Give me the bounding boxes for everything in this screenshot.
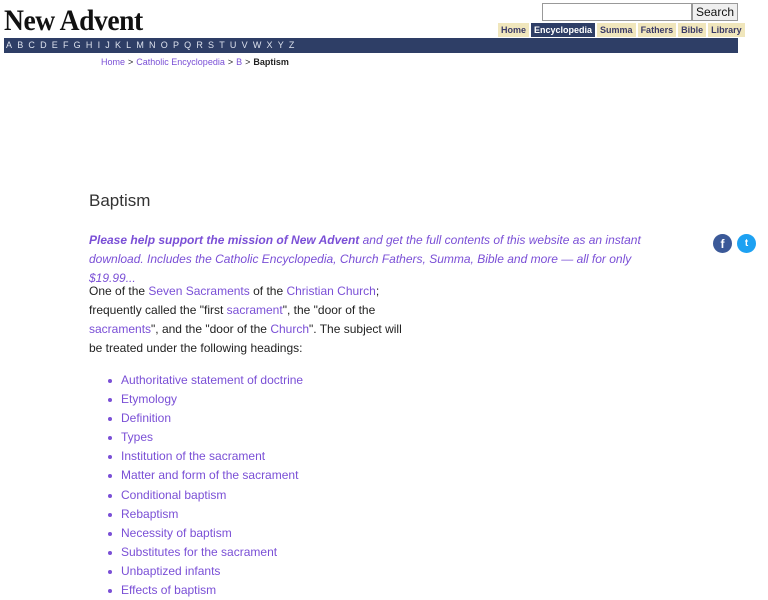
page-title: Baptism bbox=[89, 191, 151, 210]
toc-link-effects[interactable]: Effects of baptism bbox=[121, 583, 217, 598]
toc-item bbox=[121, 486, 303, 505]
breadcrumb-current: Baptism bbox=[253, 57, 289, 67]
alpha-letter-a[interactable]: A bbox=[6, 40, 13, 50]
twitter-icon[interactable]: t bbox=[737, 234, 756, 253]
toc-link-conditional-baptism[interactable]: Conditional baptism bbox=[121, 487, 227, 502]
intro-text: of the bbox=[249, 284, 287, 298]
toc-item bbox=[121, 581, 303, 600]
nav-encyclopedia[interactable]: Encyclopedia bbox=[531, 23, 595, 37]
toc-link-rebaptism[interactable]: Rebaptism bbox=[121, 506, 179, 521]
support-notice bbox=[89, 231, 649, 288]
alpha-letter-v[interactable]: V bbox=[241, 40, 248, 50]
alpha-letter-e[interactable]: E bbox=[51, 40, 58, 50]
toc-item bbox=[121, 371, 303, 390]
alpha-letter-r[interactable]: R bbox=[196, 40, 203, 50]
toc-link-types[interactable]: Types bbox=[121, 430, 154, 445]
intro-text: ", and the "door of the bbox=[151, 322, 271, 336]
search-button[interactable]: Search bbox=[692, 3, 738, 21]
toc-item bbox=[121, 562, 303, 581]
toc-link-matter-and-form[interactable]: Matter and form of the sacrament bbox=[121, 468, 299, 483]
alpha-letter-t[interactable]: T bbox=[219, 40, 225, 50]
nav-fathers[interactable]: Fathers bbox=[638, 23, 677, 37]
alpha-letter-q[interactable]: Q bbox=[184, 40, 192, 50]
toc-link-definition[interactable]: Definition bbox=[121, 411, 172, 426]
alpha-letter-s[interactable]: S bbox=[208, 40, 215, 50]
link-seven-sacraments[interactable]: Seven Sacraments bbox=[148, 284, 250, 298]
social-share bbox=[713, 234, 756, 253]
breadcrumb-encyclopedia[interactable]: Catholic Encyclopedia bbox=[136, 57, 225, 67]
toc-link-necessity[interactable]: Necessity of baptism bbox=[121, 525, 232, 540]
alpha-letter-w[interactable]: W bbox=[252, 40, 262, 50]
alphabet-bar bbox=[4, 38, 738, 53]
breadcrumb-separator: > bbox=[245, 57, 251, 67]
toc-item bbox=[121, 524, 303, 543]
alpha-letter-b[interactable]: B bbox=[17, 40, 24, 50]
toc-item bbox=[121, 428, 303, 447]
breadcrumb bbox=[101, 57, 289, 67]
toc-link-etymology[interactable]: Etymology bbox=[121, 392, 178, 407]
toc-link-authoritative-statement[interactable]: Authoritative statement of doctrine bbox=[121, 373, 304, 387]
nav-summa[interactable]: Summa bbox=[597, 23, 636, 37]
toc-list bbox=[89, 371, 303, 600]
intro-text: ", the "door of the bbox=[282, 303, 376, 317]
toc-item bbox=[121, 466, 303, 485]
site-logo[interactable]: New Advent bbox=[4, 4, 143, 37]
link-sacraments[interactable]: sacraments bbox=[89, 322, 152, 336]
alpha-letter-l[interactable]: L bbox=[126, 40, 132, 50]
alpha-letter-g[interactable]: G bbox=[73, 40, 81, 50]
link-christian-church[interactable]: Christian Church bbox=[286, 284, 376, 298]
alpha-letter-p[interactable]: P bbox=[172, 40, 179, 50]
nav-library[interactable]: Library bbox=[708, 23, 745, 37]
main-nav bbox=[498, 23, 745, 37]
intro-text: One of the bbox=[89, 284, 149, 298]
alpha-letter-d[interactable]: D bbox=[40, 40, 47, 50]
alpha-letter-n[interactable]: N bbox=[149, 40, 156, 50]
nav-bible[interactable]: Bible bbox=[678, 23, 706, 37]
toc-link-substitutes[interactable]: Substitutes for the sacrament bbox=[121, 544, 278, 559]
toc-link-unbaptized-infants[interactable]: Unbaptized infants bbox=[121, 563, 221, 578]
alpha-letter-m[interactable]: M bbox=[136, 40, 144, 50]
breadcrumb-letter[interactable]: B bbox=[236, 57, 243, 67]
alpha-letter-y[interactable]: Y bbox=[277, 40, 284, 50]
breadcrumb-separator: > bbox=[128, 57, 134, 67]
alpha-letter-h[interactable]: H bbox=[85, 40, 93, 50]
intro-text: ; frequently called the "first bbox=[89, 284, 380, 317]
link-sacrament[interactable]: sacrament bbox=[226, 303, 283, 317]
intro-text: ". The subject will be treated under the following headings: bbox=[89, 322, 402, 355]
alpha-letter-j[interactable]: J bbox=[105, 40, 110, 50]
alpha-letter-c[interactable]: C bbox=[28, 40, 35, 50]
alpha-letter-u[interactable]: U bbox=[229, 40, 237, 50]
toc-item bbox=[121, 409, 303, 428]
toc-item bbox=[121, 390, 303, 409]
alpha-letter-z[interactable]: Z bbox=[288, 40, 295, 50]
toc-item bbox=[121, 505, 303, 524]
link-church[interactable]: Church bbox=[270, 322, 309, 336]
nav-home[interactable]: Home bbox=[498, 23, 529, 37]
breadcrumb-separator: > bbox=[227, 57, 234, 67]
support-download-link[interactable]: and get the full contents of this website as an instant download. Includes the Catholic Encyclopedia, Church Fathers, Summa, Bible and more — all for only $19.99... bbox=[89, 233, 641, 285]
search-input[interactable] bbox=[542, 3, 692, 21]
support-link[interactable]: Please help support the mission of New Advent bbox=[89, 233, 360, 247]
breadcrumb-home[interactable]: Home bbox=[101, 57, 126, 67]
facebook-icon[interactable]: f bbox=[713, 234, 732, 253]
alpha-letter-i[interactable]: I bbox=[97, 40, 101, 50]
toc-link-institution[interactable]: Institution of the sacrament bbox=[121, 449, 266, 464]
alpha-letter-o[interactable]: O bbox=[160, 40, 168, 50]
alpha-letter-x[interactable]: X bbox=[266, 40, 273, 50]
alpha-letter-k[interactable]: K bbox=[114, 40, 121, 50]
intro-paragraph bbox=[89, 282, 409, 358]
toc-item bbox=[121, 543, 303, 562]
alpha-letter-f[interactable]: F bbox=[62, 40, 69, 50]
toc-item bbox=[121, 447, 303, 466]
